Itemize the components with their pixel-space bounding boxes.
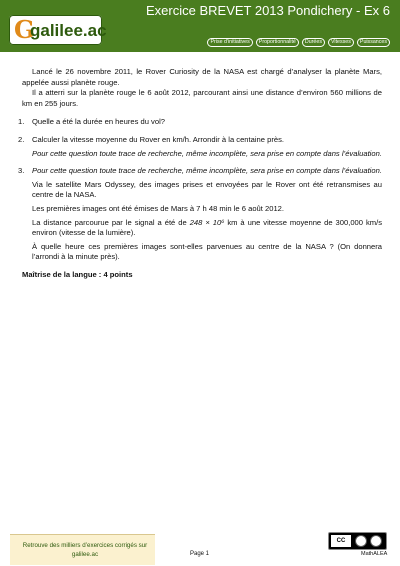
- question-paragraph: Les premières images ont été émises de Mars à 7 h 48 min le 6 août 2012.: [32, 203, 284, 213]
- question-paragraph: [32, 218, 382, 239]
- header: [0, 0, 400, 52]
- question-list: [18, 117, 382, 263]
- question-text: Quelle a été la durée en heures du vol?: [32, 117, 165, 127]
- galilee-logo[interactable]: [9, 15, 107, 45]
- paragraph-text: km à une vitesse moyenne de 300,000 km/s environ (vitesse de la lumière).: [32, 217, 382, 238]
- cc-license-icons: [355, 535, 382, 547]
- distance-formula: 248 × 10⁶: [189, 217, 225, 227]
- logo-text: galilee.ac: [30, 21, 107, 40]
- tag-puissances[interactable]: Puissances: [357, 38, 390, 47]
- question-paragraph: Via le satellite Mars Odyssey, des images prises et envoyées par le Rover ont été retransmises au centre de la NASA.: [32, 179, 382, 200]
- question-3: [18, 166, 382, 263]
- tag-list: [207, 38, 390, 47]
- question-text: Calculer la vitesse moyenne du Rover en km/h. Arrondir à la centaine près.: [32, 134, 284, 144]
- share-alike-icon: [370, 535, 382, 547]
- question-1: [18, 117, 382, 128]
- language-mastery: Maîtrise de la langue : 4 points: [22, 269, 133, 279]
- promo-box[interactable]: [10, 534, 155, 565]
- cc-logo-icon: CC: [331, 535, 351, 547]
- intro-paragraph-2: Il a atterri sur la planète rouge le 6 août 2012, parcourant ainsi une distance d’environ 560 millions de km en 255 jours.: [22, 88, 382, 108]
- attribution-icon: [355, 535, 367, 547]
- exercise-content: [18, 67, 382, 281]
- page-number: Page 1: [190, 551, 210, 557]
- paragraph-text: La distance parcourue par le signal a été de: [32, 217, 190, 227]
- question-number: 2.: [18, 134, 25, 144]
- tag-durees[interactable]: Durées: [302, 38, 325, 47]
- license-label: MathALEA: [361, 551, 388, 557]
- tag-prise-initiatives[interactable]: Prise d'initiatives: [207, 38, 252, 47]
- logo-g-letter: G: [14, 15, 35, 44]
- intro-paragraph: Lancé le 26 novembre 2011, le Rover Curiosity de la NASA est chargé d’analyser la planète Mars, appelée aussi planète rouge.: [22, 67, 382, 87]
- question-paragraph: À quelle heure ces premières images sont-elles parvenues au centre de la NASA ? (On donnera l’arrondi à la minute près).: [32, 241, 382, 262]
- question-number: 3.: [18, 166, 25, 176]
- question-note: Pour cette question toute trace de recherche, même incomplète, sera prise en compte dans l’évaluation.: [32, 166, 382, 176]
- question-number: 1.: [18, 117, 25, 127]
- exercise-title: Exercice BREVET 2013 Pondichery - Ex 6: [146, 3, 390, 18]
- creative-commons-badge: [328, 532, 387, 550]
- question-note: Pour cette question toute trace de recherche, même incomplète, sera prise en compte dans l’évaluation.: [32, 148, 382, 158]
- promo-text: Retrouve des milliers d’exercices corrigés sur galilee.ac: [22, 542, 148, 558]
- question-2: [18, 134, 382, 159]
- tag-vitesses[interactable]: Vitesses: [328, 38, 354, 47]
- tag-proportionnalite[interactable]: Proportionnalité: [256, 38, 299, 47]
